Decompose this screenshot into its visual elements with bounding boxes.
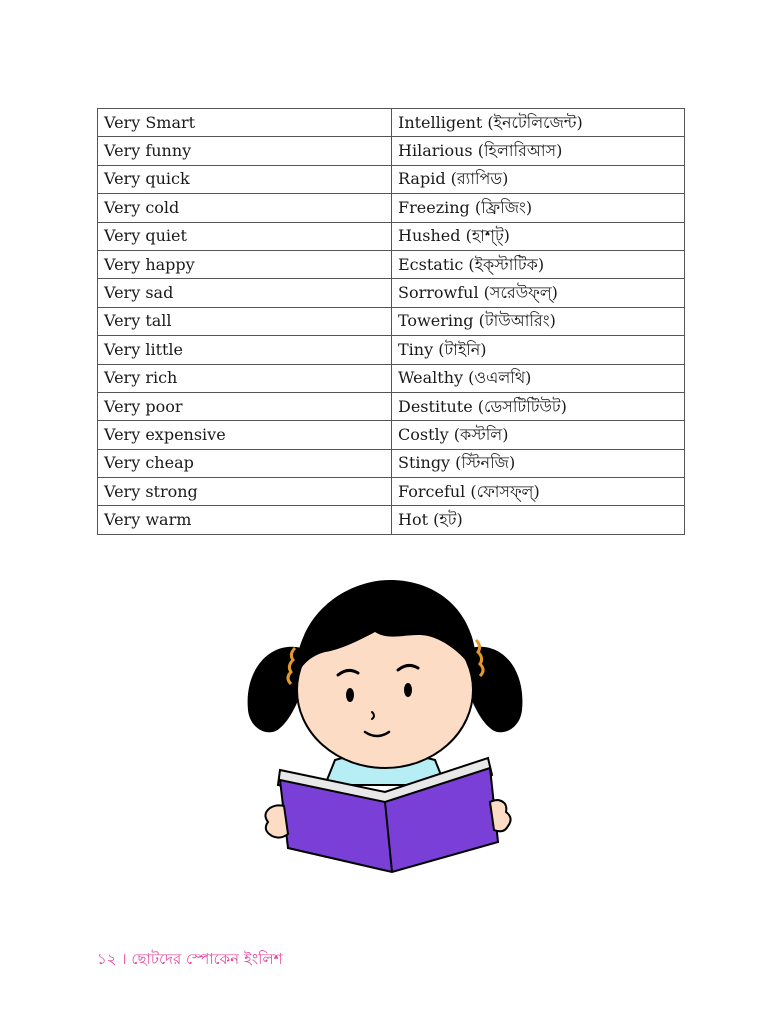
word-cell: Intelligent (ইনটেলিজেন্ট) [392,109,685,137]
table-row [98,194,685,222]
word-cell: Hot (হট) [392,506,685,534]
word-cell: Freezing (ফ্রিজিং) [392,194,685,222]
table-row [98,392,685,420]
right-hand [490,800,511,831]
table-row [98,279,685,307]
phrase-cell: Very funny [98,137,392,165]
word-cell: Rapid (র‍্যাপিড) [392,165,685,193]
table-row [98,165,685,193]
table-row [98,421,685,449]
right-eye [404,683,412,697]
girl-reading-book-illustration [240,570,530,885]
table-row [98,137,685,165]
page-footer: ১২ । ছোটদের স্পোকেন ইংলিশ [97,950,283,968]
phrase-cell: Very cheap [98,449,392,477]
table-row [98,364,685,392]
phrase-cell: Very cold [98,194,392,222]
word-cell: Towering (টাউআরিং) [392,307,685,335]
phrase-cell: Very poor [98,392,392,420]
word-cell: Destitute (ডেসটিটিউট) [392,392,685,420]
vocabulary-table [97,108,685,535]
left-eye [346,688,354,702]
phrase-cell: Very little [98,336,392,364]
word-cell: Ecstatic (ইক্‌স্টাটিক) [392,250,685,278]
table-row [98,506,685,534]
phrase-cell: Very warm [98,506,392,534]
table-row [98,449,685,477]
word-cell: Sorrowful (সরেউফ্‌ল্‌) [392,279,685,307]
table-row [98,478,685,506]
phrase-cell: Very Smart [98,109,392,137]
right-pigtail [468,647,522,733]
word-cell: Forceful (ফোসফ্‌ল্‌) [392,478,685,506]
table-row [98,336,685,364]
phrase-cell: Very happy [98,250,392,278]
phrase-cell: Very expensive [98,421,392,449]
table-row [98,109,685,137]
word-cell: Hushed (হাশ্‌ট্‌) [392,222,685,250]
phrase-cell: Very sad [98,279,392,307]
word-cell: Costly (কস্টলি) [392,421,685,449]
word-cell: Hilarious (হিলারিআস) [392,137,685,165]
table-row [98,250,685,278]
phrase-cell: Very strong [98,478,392,506]
word-cell: Stingy (স্টিনজি) [392,449,685,477]
phrase-cell: Very quick [98,165,392,193]
phrase-cell: Very tall [98,307,392,335]
table-row [98,222,685,250]
left-hand [265,805,288,837]
word-cell: Wealthy (ওএলথি) [392,364,685,392]
phrase-cell: Very rich [98,364,392,392]
phrase-cell: Very quiet [98,222,392,250]
vocabulary-table-body [98,109,685,535]
table-row [98,307,685,335]
word-cell: Tiny (টাইনি) [392,336,685,364]
